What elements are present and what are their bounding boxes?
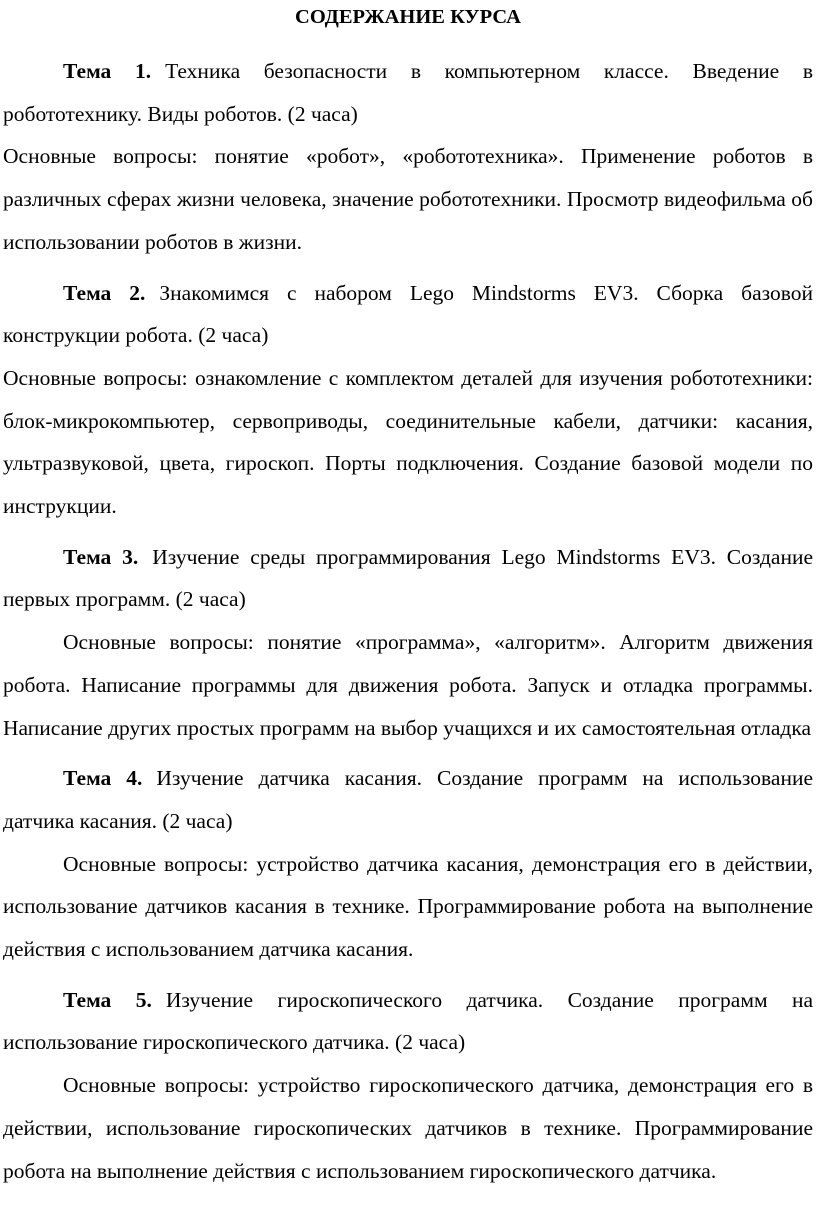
topic-1-label: Тема 1. (63, 59, 152, 83)
topic-3-label: Тема 3. (63, 544, 139, 569)
topic-3-questions: Основные вопросы: понятие «программа», «алгоритм». Алгоритм движения робота. Написание программы для движения робота. Запуск и отладка программы. Написание других простых программ на выбор учащихся и их самостоятельная отладка (3, 630, 813, 740)
topic-1-title: Техника безопасности в компьютерном классе. Введение в робототехнику. Виды роботов. (2 часа) (3, 59, 813, 126)
topic-1-questions: Основные вопросы: понятие «робот», «робототехника». Применение роботов в различных сферах жизни человека, значение робототехники. Просмотр видеофильма об использовании роботов в жизни. (3, 144, 813, 254)
topic-4-questions: Основные вопросы: устройство датчика касания, демонстрация его в действии, использование датчиков касания в технике. Программирование робота на выполнение действия с использованием датчика касания. (3, 851, 813, 962)
topic-5-heading (3, 979, 813, 1064)
topic-4-label: Тема 4. (63, 766, 143, 791)
topic-2-questions: Основные вопросы: ознакомление с комплектом деталей для изучения робототехники: блок-микрокомпьютер, сервоприводы, соединительные кабели, датчики: касания, ультразвуковой, цвета, гироскоп. Порты подключения. Создание базовой модели по инструкции. (3, 365, 813, 519)
topic-3-heading (3, 536, 813, 621)
page-title: СОДЕРЖАНИЕ КУРСА (295, 6, 521, 28)
topic-4-heading (3, 757, 813, 842)
document-page (3, 0, 813, 1192)
topic-1-heading (3, 50, 813, 135)
topic-2-label: Тема 2. (63, 280, 146, 305)
topic-4-title: Изучение датчика касания. Создание программ на использование датчика касания. (2 часа) (3, 766, 814, 833)
topic-5-title: Изучение гироскопического датчика. Создание программ на использование гироскопического датчика. (2 часа) (3, 987, 814, 1055)
topic-5-label: Тема 5. (63, 987, 152, 1012)
topic-3-title: Изучение среды программирования Lego Mindstorms EV3. Создание первых программ. (2 часа) (3, 544, 814, 612)
topic-2-heading (3, 272, 813, 357)
topic-2-title: Знакомимся с набором Lego Mindstorms EV3. Сборка базовой конструкции робота. (2 часа) (3, 280, 814, 348)
topic-5-questions: Основные вопросы: устройство гироскопического датчика, демонстрация его в действии, использование гироскопических датчиков в технике. Программирование робота на выполнение действия с использованием гироскопического датчика. (3, 1073, 813, 1183)
